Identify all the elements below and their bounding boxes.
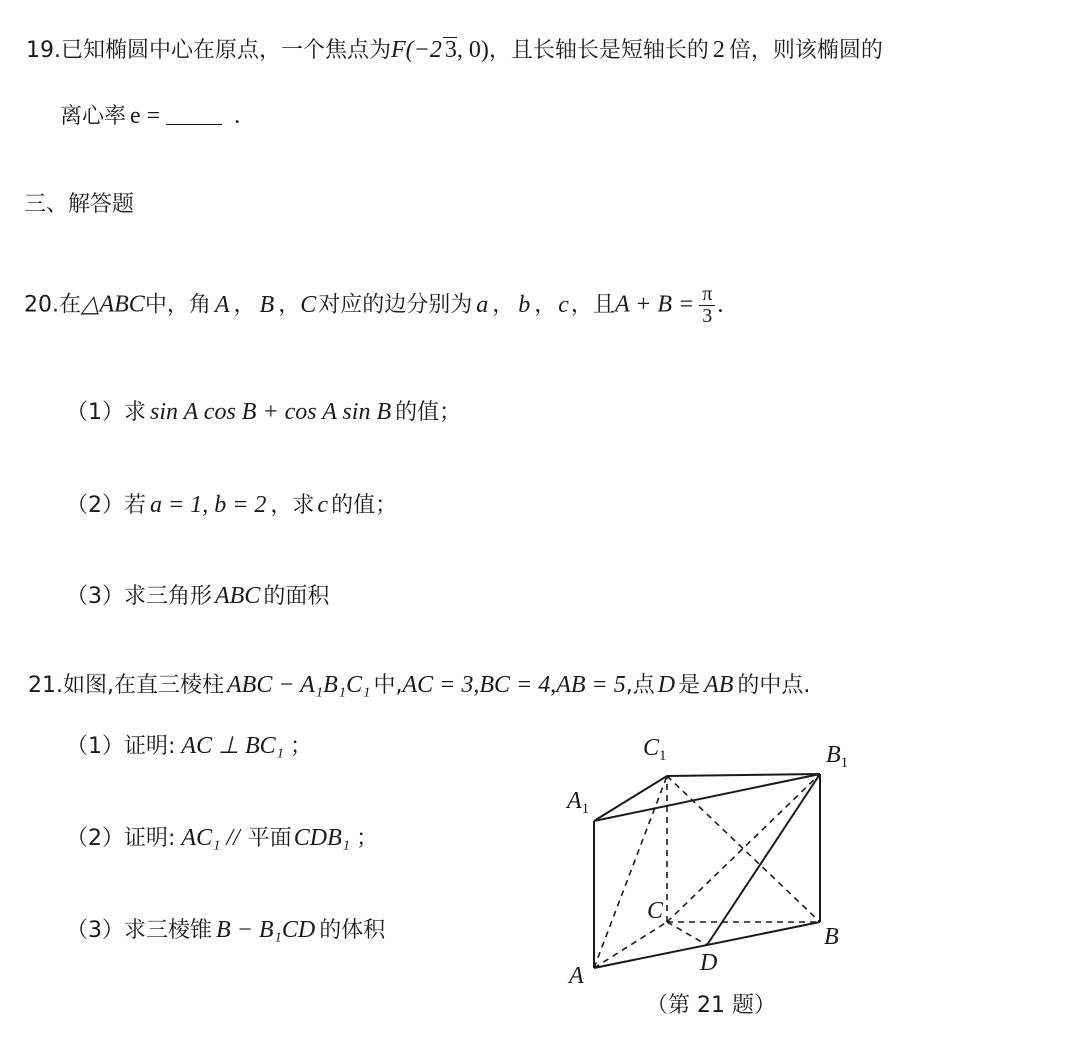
q19-line2	[60, 104, 240, 128]
q20-triangle: △ABC	[81, 291, 145, 318]
q20-fraction	[699, 284, 715, 327]
q21-p2-plane: 平面	[247, 826, 292, 851]
q20-comma-2: ，	[278, 292, 301, 318]
q20-p3-triangle: ABC	[215, 583, 261, 609]
q21-point-d: D	[657, 672, 676, 698]
label-a1: $A_1$	[567, 788, 590, 817]
q21-part2	[66, 826, 378, 850]
edge-a1-c1	[594, 776, 667, 821]
q21-bc: BC = 4	[479, 672, 551, 698]
q19-text-b: ，且长轴长是短轴长的	[488, 38, 709, 63]
q21-p2-end: ；	[356, 826, 379, 851]
q19-end: .	[234, 103, 241, 129]
q21-comma-1: ,	[473, 672, 480, 698]
q20-p2-c: c	[317, 492, 329, 518]
q21-ab2: AB	[704, 672, 734, 698]
q21-p2-expr2: CDB₁	[293, 825, 351, 851]
q20-p1-expr: sin A cos B + cos A sin B	[150, 399, 392, 425]
q21-p3-expr: B − B₁CD	[216, 917, 316, 943]
figure-caption: （第 21 题）	[646, 993, 776, 1018]
q21-p1-end: ；	[290, 734, 313, 759]
q21-comma-2: ,	[550, 672, 557, 698]
q20-angle-c: C	[300, 291, 317, 318]
q19-focus-pre: F(−2	[391, 37, 442, 63]
q19-answer-blank[interactable]	[166, 124, 222, 125]
label-b1: $B_1$	[826, 742, 849, 771]
label-a: A	[569, 963, 584, 989]
edge-a1-b1	[594, 774, 820, 821]
q20-three: 3	[702, 305, 713, 327]
q20-p2-label: （2）若	[66, 493, 146, 518]
q20-p3-label: （3）求三角形	[66, 584, 212, 609]
q21-ac: AC = 3	[402, 672, 474, 698]
q20-text-b: 对应的边分别为	[318, 292, 473, 318]
q20-part1	[66, 400, 461, 424]
q20-side-b: b	[518, 291, 531, 318]
q20-number: 20.	[24, 292, 59, 318]
q19-text-d: 离心率	[60, 104, 127, 129]
q20-comma-1: ，	[233, 292, 256, 318]
q20-in: 在	[59, 292, 82, 318]
q20-side-c: c	[558, 291, 569, 318]
edge-c-d-hidden	[667, 922, 707, 945]
label-b: B	[824, 924, 839, 950]
label-d: D	[700, 950, 718, 976]
q19-text-a: 已知椭圆中心在原点，一个焦点为	[61, 38, 392, 63]
q20-p2-mid: ，求	[270, 493, 315, 518]
q20-end: .	[717, 291, 724, 318]
q21-text-b: 中,	[373, 673, 403, 698]
q20-side-a: a	[476, 291, 489, 318]
q20-p1-end: 的值；	[395, 400, 462, 425]
q20-p1-label: （1）求	[66, 400, 146, 425]
q20-text-c: ，且	[570, 292, 615, 318]
label-c1: $C_1$	[643, 735, 667, 764]
q21-number: 21.	[28, 673, 63, 698]
q20-text-a: 中，角	[144, 292, 211, 318]
q21-part1	[66, 734, 312, 758]
q19-ratio: 2	[712, 37, 725, 63]
q20-angle-a: A	[214, 291, 230, 318]
edge-a-c1-hidden	[594, 776, 667, 968]
q20-p3-end: 的面积	[263, 584, 330, 609]
q19-focus-post: , 0)	[456, 37, 489, 63]
q19-focus-root: 3	[444, 37, 457, 63]
q21-prism: ABC − A₁B₁C₁	[227, 672, 371, 698]
q20-equation: A + B =	[614, 291, 695, 318]
q19-line1	[26, 37, 883, 62]
section-heading: 三、解答题	[24, 192, 135, 217]
edge-c1-b-hidden	[667, 776, 820, 922]
q21-part3	[66, 918, 385, 942]
q21-p2-label: （2）证明:	[66, 826, 176, 851]
q20-line1	[24, 284, 723, 327]
q20-comma-3: ，	[492, 292, 515, 318]
q20-pi: π	[699, 284, 715, 306]
q20-angle-b: B	[259, 291, 275, 318]
edge-c-b1-hidden	[667, 774, 820, 922]
q20-comma-4: ，	[534, 292, 557, 318]
q20-part2	[66, 493, 397, 517]
edge-c1-b1	[667, 774, 820, 776]
q20-p2-expr: a = 1, b = 2	[150, 492, 267, 518]
label-c: C	[647, 898, 664, 924]
q20-part3	[66, 584, 329, 608]
q21-ab: AB = 5	[556, 672, 626, 698]
q21-text-c: ,点	[625, 673, 655, 698]
q19-e-label: e =	[130, 103, 161, 129]
q21-p3-end: 的体积	[319, 918, 386, 943]
q19-text-c: 倍，则该椭圆的	[728, 38, 883, 63]
q20-p2-end: 的值；	[331, 493, 398, 518]
q21-p2-expr: AC₁ //	[181, 825, 246, 851]
edge-d-b1	[707, 774, 820, 945]
q19-number: 19.	[26, 38, 61, 63]
q21-text-e: 的中点.	[737, 673, 811, 698]
q21-text-a: 如图,在直三棱柱	[63, 673, 224, 698]
q21-line1	[28, 673, 810, 697]
q21-p1-label: （1）证明:	[66, 734, 176, 759]
edge-a-b	[594, 922, 820, 968]
q21-text-d: 是	[678, 673, 701, 698]
q21-p3-label: （3）求三棱锥	[66, 918, 212, 943]
q21-p1-expr: AC ⊥ BC₁	[181, 733, 285, 759]
edge-a-c-hidden	[594, 922, 667, 968]
